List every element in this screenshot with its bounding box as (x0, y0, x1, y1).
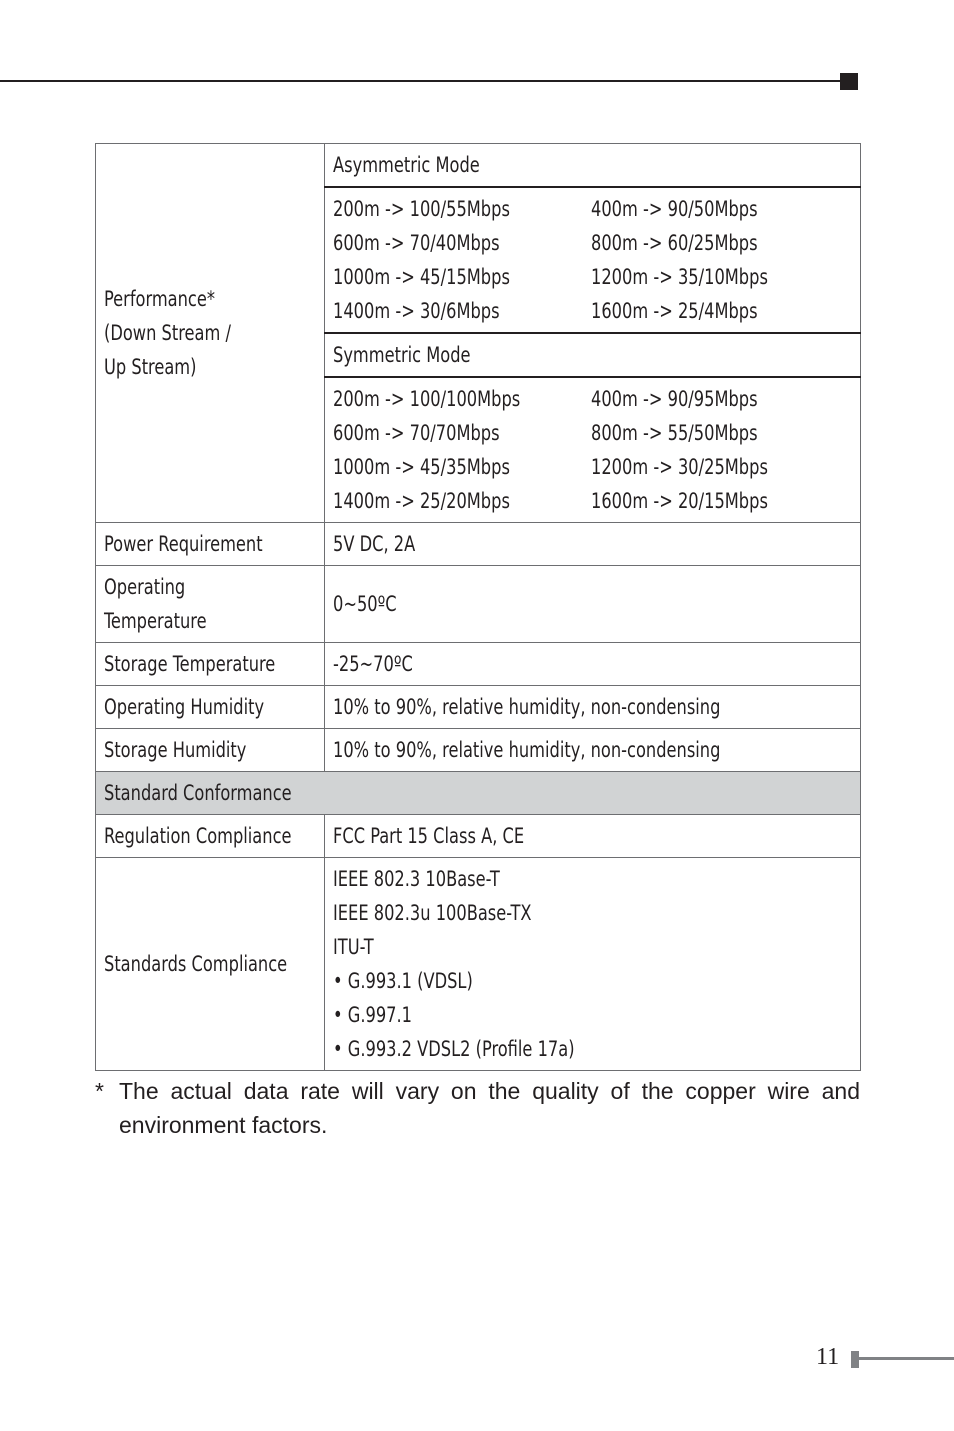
section-header-row (96, 772, 861, 815)
table-row (96, 858, 861, 1071)
rate-entry: 1000m -> 45/15Mbps (333, 265, 510, 289)
symmetric-rates (325, 377, 861, 523)
rate-entry: 400m -> 90/95Mbps (591, 387, 758, 411)
list-item: • G.993.2 VDSL2 (Profile 17a) (333, 1037, 575, 1061)
table-row (96, 729, 861, 772)
footnote-marker: * (95, 1078, 104, 1104)
storage-temperature-label: Storage Temperature (96, 643, 325, 686)
storage-humidity-label: Storage Humidity (96, 729, 325, 772)
standards-compliance-label: Standards Compliance (96, 858, 325, 1071)
operating-humidity-value: 10% to 90%, relative humidity, non-condensing (325, 686, 861, 729)
rate-entry: 1600m -> 20/15Mbps (591, 489, 768, 513)
table-row (96, 566, 861, 643)
rate-entry: 600m -> 70/40Mbps (333, 231, 500, 255)
specification-table (95, 143, 861, 1071)
rate-entry: 200m -> 100/100Mbps (333, 387, 521, 411)
rate-entry: 200m -> 100/55Mbps (333, 197, 510, 221)
power-requirement-label: Power Requirement (96, 523, 325, 566)
rate-entry: 1400m -> 25/20Mbps (333, 489, 510, 513)
footnote-text: The actual data rate will vary on the quality of the copper wire and environment factors. (119, 1078, 860, 1138)
header-square-mark (840, 73, 858, 90)
operating-humidity-label: Operating Humidity (96, 686, 325, 729)
power-requirement-value: 5V DC, 2A (325, 523, 861, 566)
list-item: IEEE 802.3 10Base-T (333, 867, 500, 891)
asymmetric-rates (325, 187, 861, 333)
table-row (96, 815, 861, 858)
standards-compliance-list (325, 858, 861, 1071)
list-item: • G.993.1 (VDSL) (333, 969, 473, 993)
rate-entry: 800m -> 55/50Mbps (591, 421, 758, 445)
operating-temperature-value: 0~50ºC (325, 566, 861, 643)
rate-entry: 1400m -> 30/6Mbps (333, 299, 500, 323)
table-row (96, 643, 861, 686)
rate-entry: 1200m -> 35/10Mbps (591, 265, 768, 289)
footer-square-mark (851, 1351, 859, 1368)
list-item: ITU-T (333, 935, 374, 959)
rate-entry: 600m -> 70/70Mbps (333, 421, 500, 445)
rate-entry: 800m -> 60/25Mbps (591, 231, 758, 255)
table-row (96, 686, 861, 729)
header-rule (0, 80, 842, 82)
storage-humidity-value: 10% to 90%, relative humidity, non-condensing (325, 729, 861, 772)
table-row (96, 523, 861, 566)
operating-temperature-label: Operating Temperature (96, 566, 325, 643)
symmetric-mode-title: Symmetric Mode (325, 333, 861, 377)
list-item: • G.997.1 (333, 1003, 412, 1027)
regulation-compliance-label: Regulation Compliance (96, 815, 325, 858)
rate-entry: 1000m -> 45/35Mbps (333, 455, 510, 479)
asymmetric-mode-title: Asymmetric Mode (325, 144, 861, 188)
page-number: 11 (816, 1344, 840, 1370)
footer-rule (859, 1357, 954, 1360)
storage-temperature-value: -25~70ºC (325, 643, 861, 686)
footnote (95, 1074, 860, 1142)
performance-label: Performance* (Down Stream / Up Stream) (96, 144, 325, 523)
section-title: Standard Conformance (96, 772, 861, 815)
regulation-compliance-value: FCC Part 15 Class A, CE (325, 815, 861, 858)
rate-entry: 400m -> 90/50Mbps (591, 197, 758, 221)
rate-entry: 1200m -> 30/25Mbps (591, 455, 768, 479)
rate-entry: 1600m -> 25/4Mbps (591, 299, 758, 323)
list-item: IEEE 802.3u 100Base-TX (333, 901, 532, 925)
